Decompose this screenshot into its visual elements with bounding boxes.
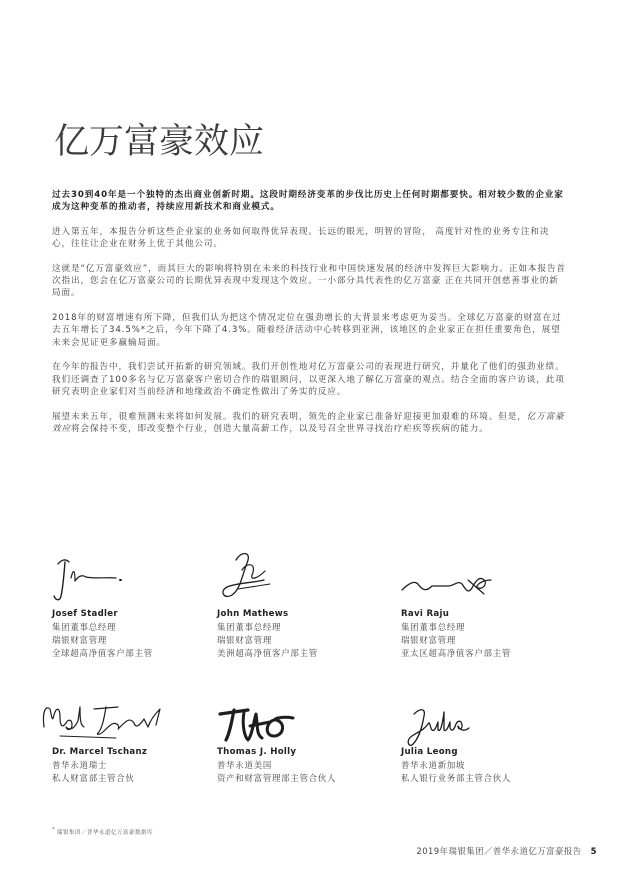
closing-emphasis: 亿万富豪效应 xyxy=(52,411,565,434)
footnote-text: 瑞银集团／普华永道亿万富豪数据库 xyxy=(56,829,153,836)
signatory-thomas-holly xyxy=(217,746,397,785)
signatory-marcel-tschanz xyxy=(52,746,232,785)
closing-paragraph xyxy=(52,411,566,435)
paragraph: 2018年的财富增速有所下降，但我们认为把这个情况定位在强劲增长的大背景来考虑更为妥当。全球亿万富豪的财富在过去五年增长了34.5%*之后，今年下降了4.3%。随着经济活动中心转移到亚洲，该地区的企业家正在担任重要角色，展望未来会见证更多赢输局面。 xyxy=(52,313,562,348)
page-number: 5 xyxy=(590,846,597,856)
signatory-role: 集团董事总经理 xyxy=(401,622,466,632)
article-body xyxy=(52,189,566,448)
signature-ravi-raju xyxy=(398,550,498,606)
page-title: 亿万富豪效应 xyxy=(54,122,265,163)
signatory-role: 集团董事总经理 xyxy=(217,622,282,632)
signatory-name: Dr. Marcel Tschanz xyxy=(52,747,148,757)
footer-report-title: 2019年瑞银集团／普华永道亿万富豪报告 xyxy=(416,846,582,856)
signatory-organization: 瑞银财富管理 xyxy=(401,635,457,645)
lead-paragraph: 过去30到40年是一个独特的杰出商业创新时期。这段时期经济变革的步伐比历史上任何时期都要快。相对较少数的企业家成为这种变革的推动者，持续应用新技术和商业模式。 xyxy=(52,190,564,213)
signature-josef-stadler xyxy=(50,550,180,606)
signatory-julia-leong xyxy=(401,746,581,785)
page-footer xyxy=(416,845,597,857)
signatory-organization: 普华永道新加坡 xyxy=(401,760,466,770)
signatory-organization: 瑞银财富管理 xyxy=(52,635,108,645)
signatory-name: Thomas J. Holly xyxy=(217,747,297,757)
closing-text: 将会保持不变，即改变整个行业，创造大量高薪工作，以及号召全世界寻找治疗疟疾等疾病的能力。 xyxy=(71,423,489,434)
signatory-organization: 普华永道美国 xyxy=(217,760,273,770)
signatory-name: John Mathews xyxy=(217,609,289,619)
signatory-department: 全球超高净值客户部主管 xyxy=(52,648,153,658)
signatory-john-mathews xyxy=(217,608,397,660)
signatory-role: 私人财富部主管合伙 xyxy=(52,773,135,783)
signatory-role: 资产和财富管理部主管合伙人 xyxy=(217,773,337,783)
signatory-department: 美洲超高净值客户部主管 xyxy=(217,648,318,658)
signatory-josef-stadler xyxy=(52,608,232,660)
signature-marcel-tschanz xyxy=(38,695,168,747)
signatory-organization: 瑞银财富管理 xyxy=(217,635,273,645)
footnote-marker: * xyxy=(52,827,55,833)
signatory-role: 私人银行业务部主管合伙人 xyxy=(401,773,512,783)
signatory-department: 亚太区超高净值客户部主管 xyxy=(401,648,512,658)
signatory-organization: 普华永道瑞士 xyxy=(52,760,108,770)
signatory-ravi-raju xyxy=(401,608,581,660)
paragraph: 这就是“亿万富豪效应”，而其巨大的影响将特别在未来的科技行业和中国快速发展的经济中发挥巨大影响力。正如本报告首次指出，您会在亿万富豪公司的长期优异表现中发现这个效应。一小部分具代表性的亿万富豪 正在共同开创慈善事业的新局面。 xyxy=(52,264,566,299)
signature-julia-leong xyxy=(404,700,484,752)
signatory-role: 集团董事总经理 xyxy=(52,622,117,632)
signature-thomas-holly xyxy=(214,700,304,750)
paragraph: 在今年的报告中，我们尝试开拓新的研究领域。我们开创性地对亿万富豪公司的表现进行研究，并量化了他们的强劲业绩。我们还调查了100多名与亿万富豪客户密切合作的瑞银顾问，以更深入地了解亿万富豪的观点。结合全面的客户访谈，此项研究表明企业家们对当前经济和地缘政治不确定性做出了务实的反应。 xyxy=(52,362,565,397)
paragraph: 进入第五年，本报告分析这些企业家的业务如何取得优异表现。长远的眼光，明智的冒险， 高度针对性的业务专注和决心，往往让企业在财务上优于其他公司。 xyxy=(52,227,550,250)
footnote xyxy=(52,826,153,837)
closing-text: 展望未来五年，很难预测未来将如何发展。我们的研究表明，领先的企业家已准备好迎接更加艰难的环境。但是， xyxy=(52,411,527,422)
signatory-name: Ravi Raju xyxy=(401,609,450,619)
signatory-name: Josef Stadler xyxy=(52,609,118,619)
signature-john-mathews xyxy=(212,548,292,606)
signatory-name: Julia Leong xyxy=(401,747,458,757)
